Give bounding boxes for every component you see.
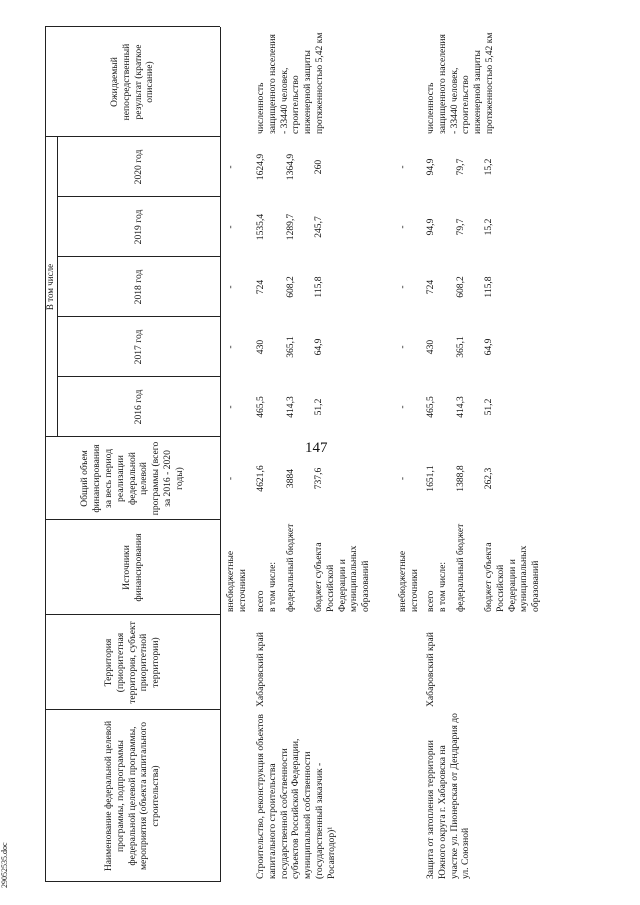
block1-row3-2016: 51,2	[313, 398, 324, 416]
top-row-2018: -	[225, 285, 236, 289]
col-divider	[57, 196, 220, 197]
block1-expected-result: численность защищенного населения - 33440 человек, строительство инженерной защиты протяженностью 5,42 км	[255, 32, 325, 134]
top-row-2017: -	[225, 345, 236, 349]
block2-row1-2018: 724	[425, 279, 436, 295]
block1-row2-2019: 1289,7	[285, 213, 296, 241]
header-year-2016: 2016 год	[132, 389, 144, 425]
block1-row2-source: федеральный бюджет	[285, 523, 296, 612]
block1-row4-total: -	[397, 476, 408, 481]
block2-row2-2016: 414,3	[455, 396, 466, 418]
block1-row1-total: 4621,6	[255, 465, 266, 492]
col-divider	[45, 614, 220, 615]
top-row-2020: -	[225, 165, 236, 169]
block1-row4-source: внебюджетные источники	[397, 550, 420, 612]
block2-row2-2019: 79,7	[455, 218, 466, 236]
block2-row1-source: всего в том числе:	[425, 561, 448, 612]
table-right-border	[45, 26, 220, 27]
block1-row4-2018: -	[397, 285, 408, 289]
col-divider	[57, 256, 220, 257]
header-year-2017: 2017 год	[132, 329, 144, 365]
block1-territory: Хабаровский край	[255, 632, 266, 707]
block2-row1-2020: 94,9	[425, 158, 436, 176]
block2-row2-2017: 365,1	[455, 336, 466, 358]
col-divider	[45, 709, 220, 710]
block1-row1-2019: 1535,4	[255, 213, 266, 241]
col-divider	[57, 376, 220, 377]
block1-row3-2017: 64,9	[313, 338, 324, 356]
col-divider	[45, 519, 220, 520]
page-number: 147	[305, 440, 328, 456]
block2-row1-2016: 465,5	[425, 396, 436, 418]
block2-row3-2019: 15,2	[483, 218, 494, 236]
col-divider	[57, 316, 220, 317]
block1-row1-2017: 430	[255, 339, 266, 355]
block1-row1-2020: 1624,9	[255, 153, 266, 181]
block2-row1-2017: 430	[425, 339, 436, 355]
document-code: 29052535.doc	[0, 842, 9, 888]
header-bottom-border	[220, 27, 221, 882]
block2-program-name: Защита от затопления территории Южного округа г. Хабаровска на участке ул. Пионерская от Дендрария до ул. Союзной	[425, 713, 472, 879]
header-year-2018: 2018 год	[132, 269, 144, 305]
financing-table	[45, 27, 635, 882]
block2-row2-2018: 608,2	[455, 276, 466, 298]
block1-row1-source: всего в том числе:	[255, 561, 278, 612]
block1-row2-2018: 608,2	[285, 276, 296, 298]
block2-territory: Хабаровский край	[425, 632, 436, 707]
block2-row3-2018: 115,8	[483, 276, 494, 298]
table-top-border	[45, 27, 46, 882]
top-row-source: внебюджетные источники	[225, 550, 248, 612]
block2-row2-total: 1388,8	[455, 465, 466, 492]
header-year-2020: 2020 год	[132, 149, 144, 185]
block2-row3-2016: 51,2	[483, 398, 494, 416]
header-year-2019: 2019 год	[132, 209, 144, 245]
header-including: В том числе	[45, 263, 56, 311]
block1-row2-2016: 414,3	[285, 396, 296, 418]
block2-row2-2020: 79,7	[455, 158, 466, 176]
block2-expected-result: численность защищенного населения - 33440 человек, строительство инженерной защиты протяженностью 5,42 км	[425, 32, 495, 134]
block2-row3-2020: 15,2	[483, 158, 494, 176]
block1-row1-2016: 465,5	[255, 396, 266, 418]
col-divider	[45, 136, 220, 137]
block1-row4-2020: -	[397, 165, 408, 169]
block1-row3-total: 737,6	[313, 467, 324, 490]
header-expected-result: Ожидаемый непосредственный результат (краткое описание)	[108, 43, 156, 121]
top-row-2019: -	[225, 225, 236, 229]
block1-row1-2018: 724	[255, 279, 266, 295]
block2-row3-source: бюджет субъекта Российской Федерации и муниципальных образований	[483, 542, 542, 612]
block2-row1-2019: 94,9	[425, 218, 436, 236]
block2-row1-total: 1651,1	[425, 465, 436, 492]
block1-row4-2019: -	[397, 225, 408, 229]
header-territory: Территория (приоритетная территория, субъект приоритетной территории)	[103, 621, 162, 704]
top-row-2016: -	[225, 405, 236, 409]
block1-program-name: Строительство, реконструкция объектов капитального строительства государственной собственности субъектов Российской Федерации, муниципальной собственности (государственный заказчик - Росавтодор)¹	[255, 714, 337, 879]
header-source: Источники финансирования	[120, 533, 144, 602]
block2-row3-2017: 64,9	[483, 338, 494, 356]
block2-row2-source: федеральный бюджет	[455, 523, 466, 612]
header-total: Общий объем финансирования за весь период реализации федеральной целевой программы (всего за 2016 - 2020 годы)	[79, 441, 185, 516]
including-underline	[57, 137, 58, 437]
block1-row4-2017: -	[397, 345, 408, 349]
top-row-total: -	[225, 476, 236, 481]
block1-row3-2020: 260	[313, 159, 324, 175]
block1-row3-source: бюджет субъекта Российской Федерации и муниципальных образований	[313, 542, 372, 612]
col-divider	[45, 436, 220, 437]
block1-row4-2016: -	[397, 405, 408, 409]
block2-row3-total: 262,3	[483, 467, 494, 490]
block1-row3-2019: 245,7	[313, 216, 324, 238]
header-program-name: Наименование федеральной целевой программы, подпрограммы федеральной целевой программы, мероприятия (объекта капитального строительства)	[103, 720, 162, 872]
block1-row2-2017: 365,1	[285, 336, 296, 358]
block1-row2-total: 3884	[285, 468, 296, 489]
block1-row2-2020: 1364,9	[285, 153, 296, 181]
table-left-border	[45, 881, 220, 882]
block1-row3-2018: 115,8	[313, 276, 324, 298]
